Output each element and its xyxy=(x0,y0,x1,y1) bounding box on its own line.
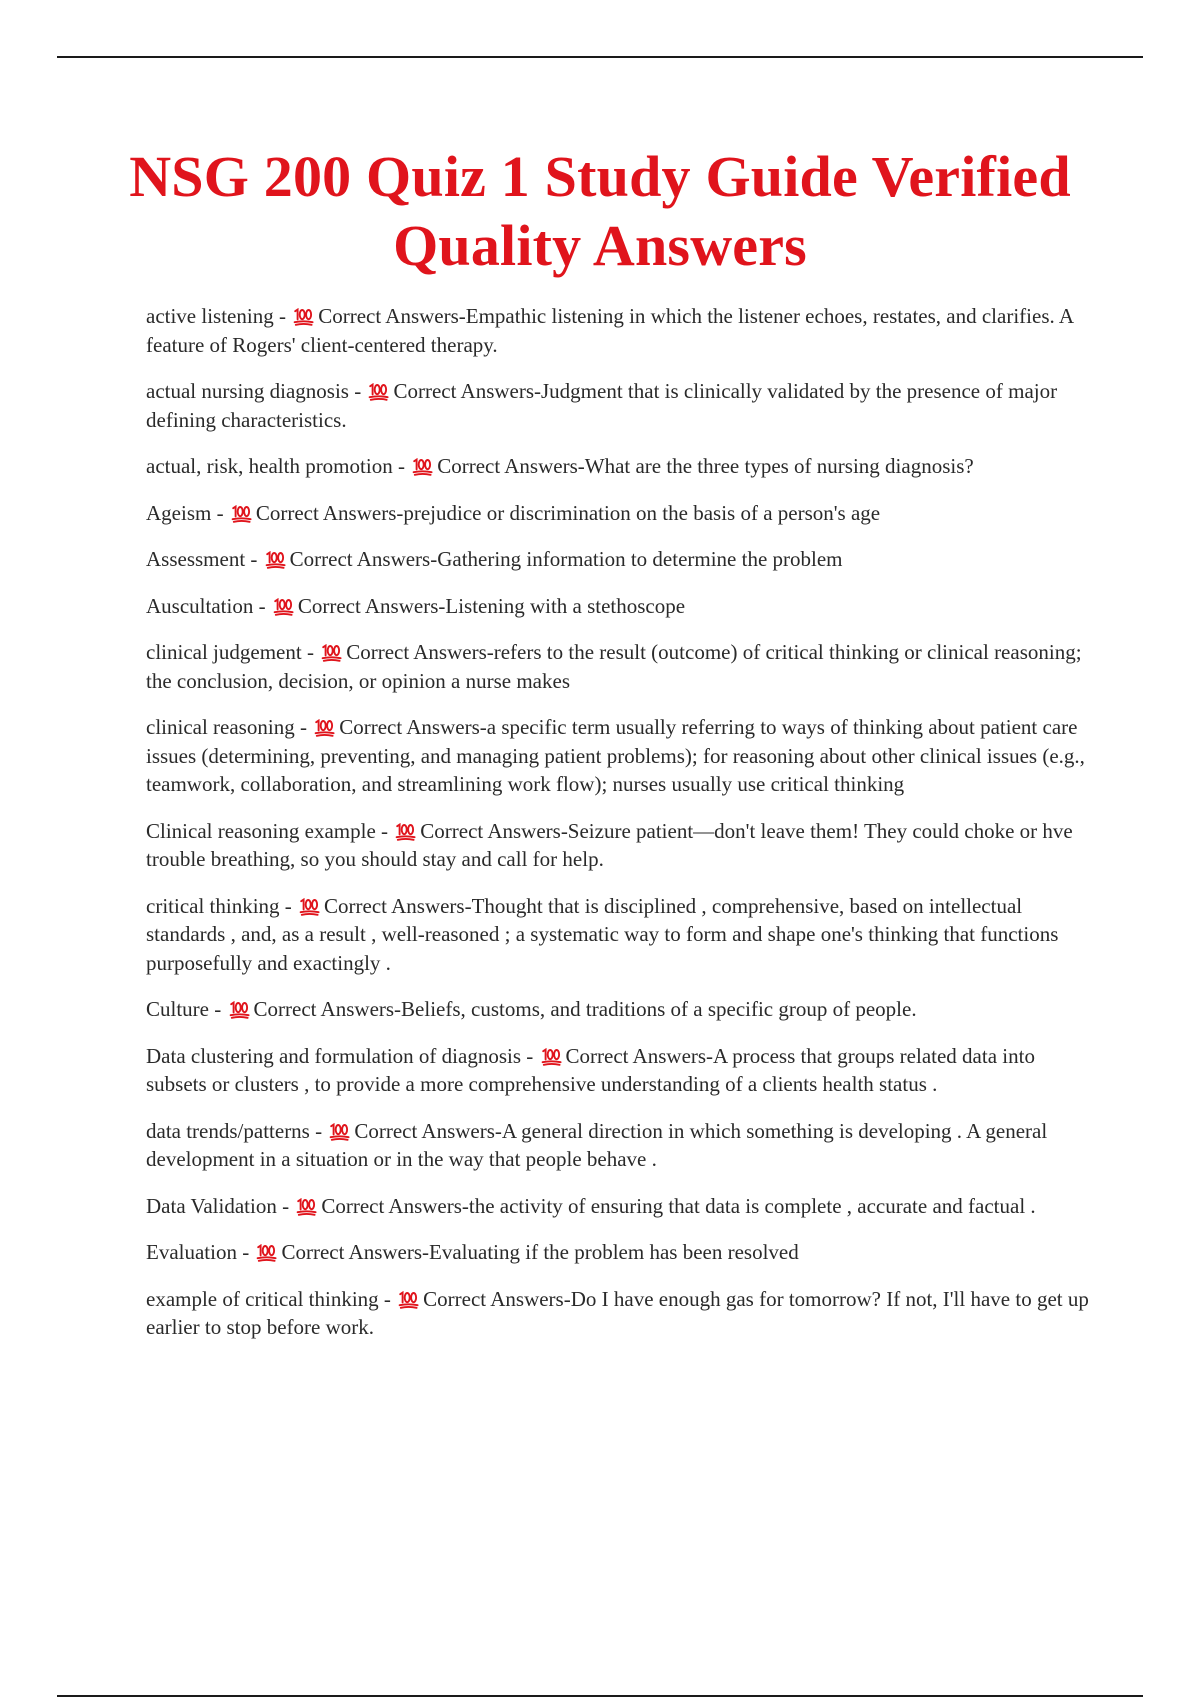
entry-answer: Correct Answers-Empathic listening in which the listener echoes, restates, and clarifies. A feature of Rogers' client-centered therapy. xyxy=(146,304,1073,357)
entry-term: Data Validation xyxy=(146,1193,277,1218)
qa-entry-6 xyxy=(146,592,1091,621)
hundred-points-icon xyxy=(296,1198,317,1216)
hundred-points-icon xyxy=(412,458,433,476)
entry-term: Auscultation xyxy=(146,593,254,618)
entry-answer: Correct Answers-A process that groups related data into subsets or clusters , to provide a more comprehensive understanding of a clients health status . xyxy=(146,1043,1035,1096)
entry-term: clinical reasoning xyxy=(146,715,295,739)
entry-separator: - xyxy=(253,593,271,618)
entry-separator: - xyxy=(279,893,298,918)
qa-entry-10 xyxy=(146,892,1091,978)
entry-term: active listening xyxy=(146,304,274,328)
entry-separator: - xyxy=(211,500,229,525)
bottom-divider xyxy=(57,1695,1143,1697)
entry-separator: - xyxy=(276,1193,295,1218)
entry-term: Data clustering and formulation of diagnosis xyxy=(146,1043,521,1068)
hundred-points-icon xyxy=(368,383,389,401)
hundred-points-icon xyxy=(329,1123,350,1141)
qa-entry-3 xyxy=(146,452,1091,481)
entry-separator: - xyxy=(294,715,313,739)
hundred-points-icon xyxy=(299,898,320,916)
document-title: NSG 200 Quiz 1 Study Guide Verified Quality Answers xyxy=(129,144,1071,278)
entry-answer: Correct Answers-a specific term usually referring to ways of thinking about patient care issues (determining, preventing, and managing patient problems); for reasoning about other clinical issues (e.g., teamwork, collaboration, and streamlining work flow); nurses usually use critical thinking xyxy=(146,715,1085,796)
entry-separator: - xyxy=(309,1118,328,1143)
hundred-points-icon xyxy=(231,505,252,523)
entry-separator: - xyxy=(301,640,320,664)
entry-separator: - xyxy=(392,454,411,478)
hundred-points-icon xyxy=(398,1291,419,1309)
entry-answer: Correct Answers-Judgment that is clinically validated by the presence of major defining characteristics. xyxy=(146,379,1058,432)
qa-entry-9 xyxy=(146,817,1091,874)
entry-answer: Correct Answers-prejudice or discrimination on the basis of a person's age xyxy=(255,500,881,525)
entry-term: actual nursing diagnosis xyxy=(146,379,349,403)
qa-entry-5 xyxy=(146,545,1091,574)
entry-answer: Correct Answers-A general direction in which something is developing . A general development in a situation or in the way that people behave . xyxy=(146,1118,1048,1171)
qa-entry-8 xyxy=(146,713,1091,799)
qa-entry-13 xyxy=(146,1117,1091,1174)
entry-separator: - xyxy=(245,547,263,571)
entry-answer: Correct Answers-Listening with a stethoscope xyxy=(297,593,686,618)
qa-entry-11 xyxy=(146,995,1091,1024)
qa-entry-4 xyxy=(146,499,1091,528)
entry-answer: Correct Answers-What are the three types of nursing diagnosis? xyxy=(437,454,974,478)
entry-term: Ageism xyxy=(146,500,212,525)
entry-answer: Correct Answers-Thought that is disciplined , comprehensive, based on intellectual standards , and, as a result , well-reasoned ; a systematic way to form and shape one's thinking that functions purposefully and exactingly . xyxy=(146,893,1059,975)
qa-list xyxy=(146,302,1091,1360)
hundred-points-icon xyxy=(395,823,416,841)
entry-term: data trends/patterns xyxy=(146,1118,310,1143)
entry-answer: Correct Answers-Evaluating if the problem has been resolved xyxy=(281,1240,799,1264)
qa-entry-14 xyxy=(146,1192,1091,1221)
hundred-points-icon xyxy=(229,1001,250,1019)
qa-entry-2 xyxy=(146,377,1091,434)
qa-entry-1 xyxy=(146,302,1091,359)
qa-entry-15 xyxy=(146,1238,1091,1267)
entry-term: actual, risk, health promotion xyxy=(146,454,393,478)
hundred-points-icon xyxy=(321,644,342,662)
entry-separator: - xyxy=(348,379,367,403)
qa-entry-7 xyxy=(146,638,1091,695)
entry-separator: - xyxy=(209,997,227,1021)
hundred-points-icon xyxy=(541,1048,562,1066)
entry-separator: - xyxy=(236,1240,255,1264)
entry-separator: - xyxy=(378,1286,397,1311)
entry-answer: Correct Answers-Gathering information to determine the problem xyxy=(289,547,843,571)
entry-separator: - xyxy=(375,818,394,843)
entry-answer: Correct Answers-Seizure patient—don't leave them! They could choke or hve trouble breathing, so you should stay and call for help. xyxy=(146,818,1073,871)
entry-term: Assessment xyxy=(146,547,246,571)
hundred-points-icon xyxy=(314,719,335,737)
entry-answer: Correct Answers-refers to the result (outcome) of critical thinking or clinical reasoning; the conclusion, decision, or opinion a nurse makes xyxy=(146,640,1082,693)
entry-answer: Correct Answers-Do I have enough gas for tomorrow? If not, I'll have to get up earlier to stop before work. xyxy=(146,1286,1089,1339)
hundred-points-icon xyxy=(293,308,314,326)
hundred-points-icon xyxy=(265,551,286,569)
entry-term: Culture xyxy=(146,997,209,1021)
entry-answer: Correct Answers-Beliefs, customs, and traditions of a specific group of people. xyxy=(253,997,917,1021)
entry-term: clinical judgement xyxy=(146,640,302,664)
entry-answer: Correct Answers-the activity of ensuring that data is complete , accurate and factual . xyxy=(321,1193,1036,1218)
entry-separator: - xyxy=(273,304,292,328)
entry-term: Clinical reasoning example xyxy=(146,818,376,843)
qa-entry-12 xyxy=(146,1042,1091,1099)
qa-entry-16 xyxy=(146,1285,1091,1342)
hundred-points-icon xyxy=(256,1244,277,1262)
hundred-points-icon xyxy=(273,598,294,616)
entry-term: critical thinking xyxy=(146,893,280,918)
top-divider xyxy=(57,56,1143,58)
entry-separator: - xyxy=(521,1043,539,1068)
entry-term: example of critical thinking xyxy=(146,1286,379,1311)
entry-term: Evaluation xyxy=(146,1240,237,1264)
